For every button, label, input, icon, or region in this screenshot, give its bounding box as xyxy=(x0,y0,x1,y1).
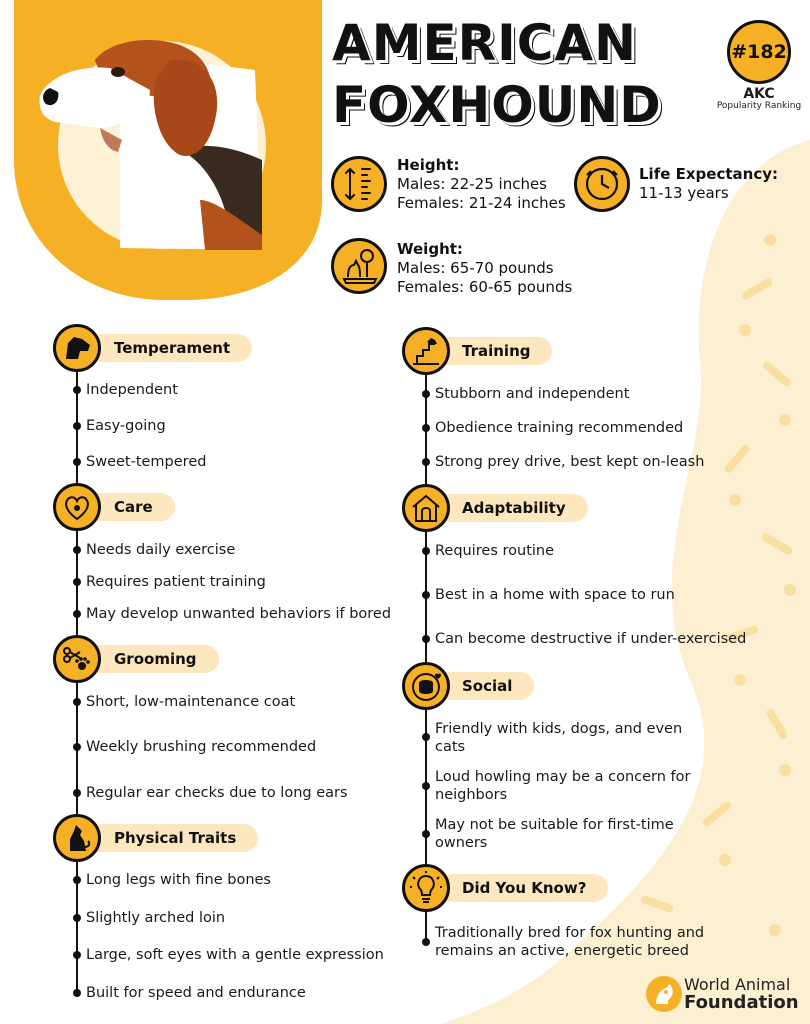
training-item-1: Stubborn and independent xyxy=(435,386,630,402)
social-item-1: Friendly with kids, dogs, and even cats xyxy=(435,721,683,755)
timeline-dot xyxy=(73,546,81,554)
adaptability-title: Adaptability xyxy=(432,494,588,522)
timeline-dot xyxy=(422,458,430,466)
physical-item-1: Long legs with fine bones xyxy=(86,872,271,888)
timeline-dot xyxy=(422,830,430,838)
grooming-item-2: Weekly brushing recommended xyxy=(86,739,317,755)
ranking-label: Popularity Ranking xyxy=(716,101,802,111)
grooming-item-3: Regular ear checks due to long ears xyxy=(86,785,348,801)
lightbulb-icon xyxy=(402,864,450,912)
training-item-3: Strong prey drive, best kept on-leash xyxy=(435,454,705,470)
timeline-dot xyxy=(73,951,81,959)
timeline-dot xyxy=(73,386,81,394)
clock-icon xyxy=(574,156,630,212)
timeline-dot xyxy=(422,390,430,398)
timeline-dot xyxy=(422,733,430,741)
foundation-logo-icon xyxy=(646,976,682,1012)
timeline-dot xyxy=(73,743,81,751)
weight-title: Weight: xyxy=(397,240,463,258)
timeline-dot xyxy=(422,424,430,432)
ruler-arrows-icon xyxy=(331,156,387,212)
timeline-dot xyxy=(422,635,430,643)
dog-agility-icon xyxy=(402,327,450,375)
timeline-dot xyxy=(73,610,81,618)
timeline-dot xyxy=(73,789,81,797)
timeline-dot xyxy=(422,938,430,946)
dog-head-icon xyxy=(53,324,101,372)
didyouknow-title: Did You Know? xyxy=(432,874,608,902)
physical-item-4: Built for speed and endurance xyxy=(86,985,306,1001)
timeline-dot xyxy=(73,989,81,997)
temperament-title: Temperament xyxy=(84,334,252,362)
adaptability-item-3: Can become destructive if under-exercised xyxy=(435,631,747,647)
timeline-dot xyxy=(73,422,81,430)
footer-line-1: World Animal xyxy=(684,975,791,994)
physical-title: Physical Traits xyxy=(84,824,258,852)
temperament-item-1: Independent xyxy=(86,382,178,398)
height-title: Height: xyxy=(397,156,460,174)
dog-scale-icon xyxy=(331,238,387,294)
ranking-org: AKC xyxy=(743,86,775,102)
life-title: Life Expectancy: xyxy=(639,165,778,183)
adaptability-item-2: Best in a home with space to run xyxy=(435,587,675,603)
care-item-2: Requires patient training xyxy=(86,574,266,590)
ranking-badge: #182 xyxy=(727,20,791,84)
care-title: Care xyxy=(84,493,175,521)
physical-item-2: Slightly arched loin xyxy=(86,910,226,926)
title-line-2: FOXHOUND xyxy=(332,76,662,134)
adaptability-item-1: Requires routine xyxy=(435,543,555,559)
timeline-dot xyxy=(73,578,81,586)
footer-line-2: Foundation xyxy=(684,992,799,1013)
foundation-brand xyxy=(684,976,799,1012)
timeline-dot xyxy=(422,547,430,555)
timeline-dot xyxy=(73,698,81,706)
grooming-item-1: Short, low-maintenance coat xyxy=(86,694,296,710)
dog-face-heart-icon xyxy=(402,662,450,710)
social-item-2: Loud howling may be a concern for neighbors xyxy=(435,769,691,803)
title-line-1: AMERICAN xyxy=(332,14,637,72)
dog-house-icon xyxy=(402,484,450,532)
grooming-title: Grooming xyxy=(84,645,219,673)
social-title: Social xyxy=(432,672,534,700)
weight-females: Females: 60-65 pounds xyxy=(397,278,573,296)
care-item-1: Needs daily exercise xyxy=(86,542,236,558)
scissors-paw-icon xyxy=(53,635,101,683)
physical-item-3: Large, soft eyes with a gentle expression xyxy=(86,947,384,963)
training-title: Training xyxy=(432,337,552,365)
training-item-2: Obedience training recommended xyxy=(435,420,684,436)
timeline-dot xyxy=(422,591,430,599)
sitting-dog-icon xyxy=(53,814,101,862)
weight-males: Males: 65-70 pounds xyxy=(397,259,554,277)
heart-paw-icon xyxy=(53,483,101,531)
temperament-item-3: Sweet-tempered xyxy=(86,454,207,470)
timeline-dot xyxy=(73,914,81,922)
temperament-item-2: Easy-going xyxy=(86,418,166,434)
care-item-3: May develop unwanted behaviors if bored xyxy=(86,606,392,622)
social-item-3: May not be suitable for first-time owners xyxy=(435,817,674,851)
timeline-dot xyxy=(73,458,81,466)
timeline-dot xyxy=(422,782,430,790)
height-males: Males: 22-25 inches xyxy=(397,175,547,193)
right-timeline xyxy=(425,352,427,944)
life-value: 11-13 years xyxy=(639,184,729,202)
didyouknow-item-1: Traditionally bred for fox hunting and remains an active, energetic breed xyxy=(435,925,705,959)
height-females: Females: 21-24 inches xyxy=(397,194,566,212)
timeline-dot xyxy=(73,876,81,884)
